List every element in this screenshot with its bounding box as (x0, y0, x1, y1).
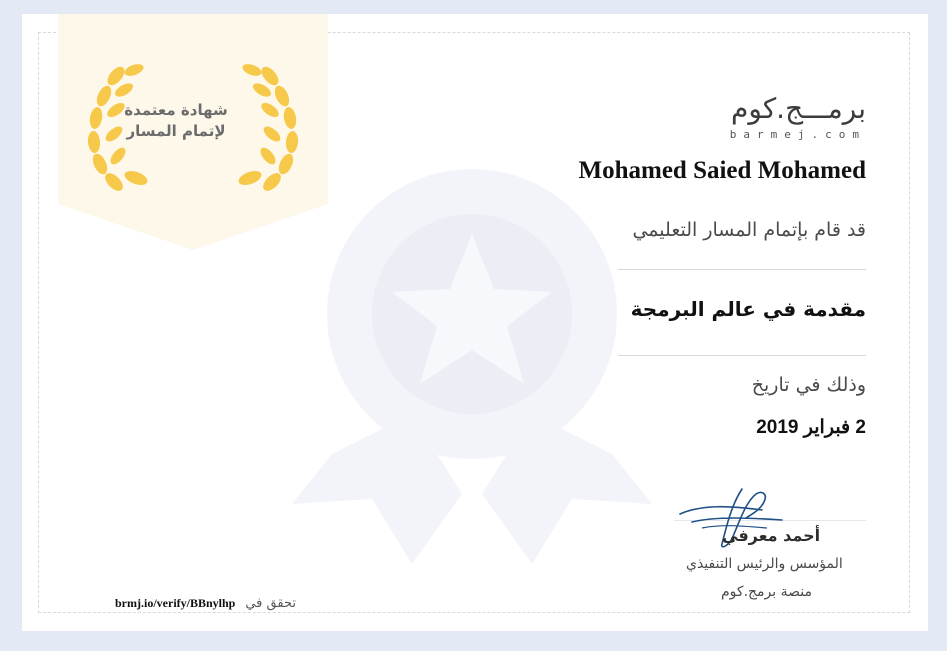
certificate-card (22, 14, 928, 631)
brand-logo (730, 92, 866, 141)
verify-section (115, 596, 296, 611)
badge-text (106, 100, 246, 142)
badge-line-2: لإتمام المسار (126, 122, 226, 140)
course-title: مقدمة في عالم البرمجة (630, 297, 866, 321)
signatory-org: منصة برمج.كوم (721, 584, 812, 600)
signatory-name: أحمد معرفي (722, 526, 821, 545)
signatory-role: المؤسس والرئيس التنفيذي (686, 556, 843, 572)
verify-link[interactable]: brmj.io/verify/BBnylhp (115, 596, 236, 610)
badge-line-1: شهادة معتمدة (124, 101, 228, 119)
date-intro: وذلك في تاريخ (751, 374, 866, 396)
verify-label: تحقق في (245, 596, 296, 611)
logo-arabic: برمـــج.كوم (731, 92, 866, 125)
completion-date: 2 فبراير 2019 (756, 417, 866, 438)
completion-statement: قد قام بإتمام المسار التعليمي (632, 219, 866, 241)
divider-top (618, 269, 866, 270)
divider-bottom (618, 355, 866, 356)
watermark-medal-icon (272, 164, 672, 584)
recipient-name: Mohamed Saied Mohamed (578, 157, 866, 184)
logo-latin: barmej.com (729, 128, 866, 141)
